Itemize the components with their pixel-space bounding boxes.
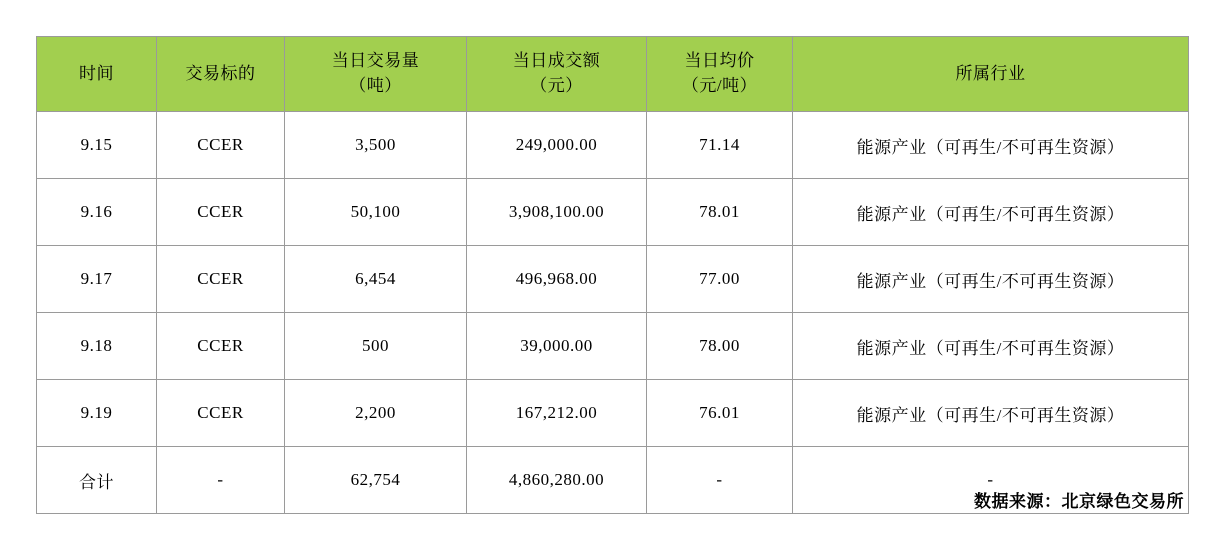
cell-target: CCER xyxy=(157,112,285,179)
cell-industry: 能源产业（可再生/不可再生资源） xyxy=(793,313,1189,380)
column-header-target xyxy=(157,37,285,112)
column-header-price-line2: （元/吨） xyxy=(681,76,758,95)
column-header-volume xyxy=(285,37,467,112)
column-header-amount-line2: （元） xyxy=(530,76,583,95)
table-row xyxy=(37,313,1189,380)
cell-time: 9.18 xyxy=(37,313,157,380)
cell-time: 9.16 xyxy=(37,179,157,246)
column-header-price-line1: 当日均价 xyxy=(684,51,755,71)
cell-volume: 3,500 xyxy=(285,112,467,179)
cell-price: 77.00 xyxy=(647,246,793,313)
cell-industry: 能源产业（可再生/不可再生资源） xyxy=(793,246,1189,313)
cell-amount: 496,968.00 xyxy=(467,246,647,313)
cell-total-amount: 4,860,280.00 xyxy=(467,447,647,514)
cell-amount: 3,908,100.00 xyxy=(467,179,647,246)
column-header-volume-line1: 当日交易量 xyxy=(331,51,420,71)
cell-time: 9.15 xyxy=(37,112,157,179)
table-row xyxy=(37,246,1189,313)
cell-time: 9.19 xyxy=(37,380,157,447)
cell-target: CCER xyxy=(157,313,285,380)
cell-volume: 2,200 xyxy=(285,380,467,447)
cell-price: 78.01 xyxy=(647,179,793,246)
cell-volume: 50,100 xyxy=(285,179,467,246)
ccer-trading-table xyxy=(36,36,1189,514)
cell-price: 76.01 xyxy=(647,380,793,447)
column-header-volume-line2: （吨） xyxy=(349,76,402,95)
table-row xyxy=(37,179,1189,246)
column-header-time xyxy=(37,37,157,112)
column-header-industry xyxy=(793,37,1189,112)
cell-time: 9.17 xyxy=(37,246,157,313)
cell-target: CCER xyxy=(157,246,285,313)
cell-amount: 249,000.00 xyxy=(467,112,647,179)
cell-total-volume: 62,754 xyxy=(285,447,467,514)
cell-industry: 能源产业（可再生/不可再生资源） xyxy=(793,380,1189,447)
data-source-note: 数据来源：北京绿色交易所 xyxy=(974,492,1184,511)
cell-amount: 39,000.00 xyxy=(467,313,647,380)
cell-target: CCER xyxy=(157,380,285,447)
column-header-target-line1: 交易标的 xyxy=(185,63,256,83)
table-body xyxy=(37,112,1189,514)
column-header-time-line1: 时间 xyxy=(79,63,114,83)
column-header-amount-line1: 当日成交额 xyxy=(512,51,601,71)
cell-volume: 6,454 xyxy=(285,246,467,313)
cell-total-label: 合计 xyxy=(37,447,157,514)
table-row xyxy=(37,112,1189,179)
cell-price: 78.00 xyxy=(647,313,793,380)
table-header-row xyxy=(37,37,1189,112)
column-header-industry-line1: 所属行业 xyxy=(955,63,1026,83)
cell-target: CCER xyxy=(157,179,285,246)
cell-total-industry: - xyxy=(793,447,1189,514)
cell-amount: 167,212.00 xyxy=(467,380,647,447)
cell-total-target: - xyxy=(157,447,285,514)
column-header-price xyxy=(647,37,793,112)
cell-total-price: - xyxy=(647,447,793,514)
cell-industry: 能源产业（可再生/不可再生资源） xyxy=(793,112,1189,179)
cell-industry: 能源产业（可再生/不可再生资源） xyxy=(793,179,1189,246)
table-row xyxy=(37,380,1189,447)
cell-volume: 500 xyxy=(285,313,467,380)
table-header xyxy=(37,37,1189,112)
cell-price: 71.14 xyxy=(647,112,793,179)
column-header-amount xyxy=(467,37,647,112)
